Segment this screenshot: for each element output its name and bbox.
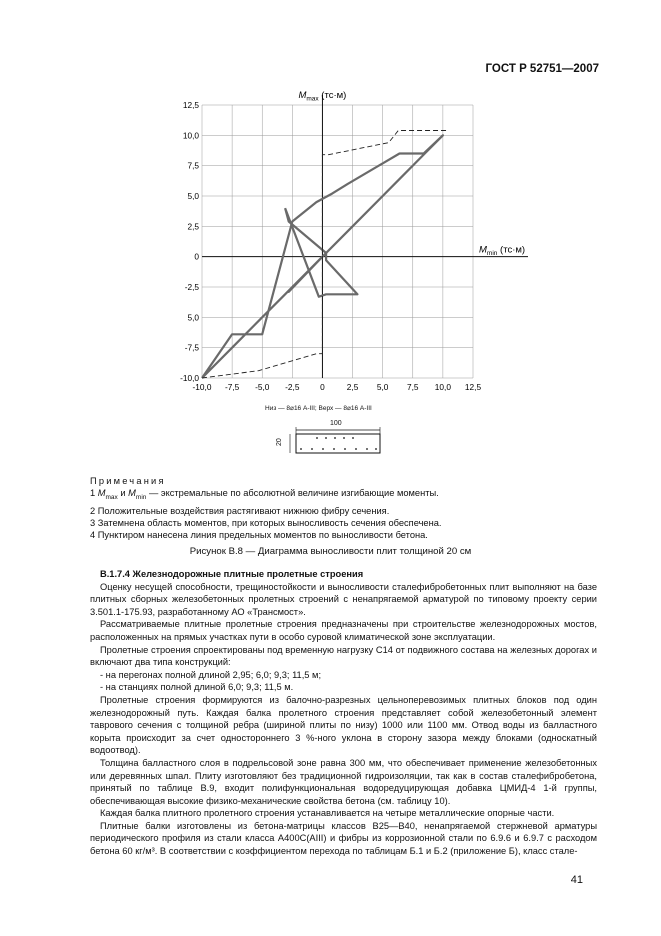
endurance-chart <box>160 85 540 405</box>
paragraph: Толщина балластного слоя в подрельсовой зоне равна 300 мм, что обеспечивает применение железобетонных или деревянных шпал. Плиту изготовляют без традиционной гидроизоляции, так как в состав сталефибробетона, принятый по таблице В.9, входит полифункциональная водоредуцирующая добавка ЦМИД-4 1-й группы, обеспечивающая высокие физико-механические свойства бетона (см. таблицу 10). <box>90 757 597 806</box>
y-axis-label: $M_{max}$ (тс·м) <box>298 90 347 103</box>
note-item: 2 Положительные воздействия растягивают нижнюю фибру сечения. <box>90 505 390 516</box>
x-tick-label: 7,5 <box>407 382 419 392</box>
chart-axes <box>202 95 528 378</box>
section-body <box>90 568 597 858</box>
section-sketch-caption: Низ — 8⌀16 А-III; Верх — 8⌀16 А-III <box>265 405 372 412</box>
x-tick-label: 12,5 <box>464 382 482 392</box>
chart-tick-labels <box>180 100 481 392</box>
section-height-label: 20 <box>276 438 283 446</box>
y-tick-label: 10,0 <box>182 130 199 141</box>
y-tick-label: -10,0 <box>180 373 199 383</box>
chart-series <box>202 131 447 379</box>
paragraph: Оценку несущей способности, трещиностойкости и выносливости сталефибробетонных плит выполняют на базе плитных сборных железобетонных пролетных строений с ненапрягаемой арматурой по типовому проекту серии 3.501.1-175.93, разработанному АО «Трансмост». <box>90 581 597 617</box>
y-tick-label: 5,0 <box>187 191 199 201</box>
section-sketch <box>240 402 460 462</box>
paragraph: Рассматриваемые плитные пролетные строения предназначены при строительстве железнодорожных мостов, расположенных на прямых участках пути в особо суровой климатической зоне эксплуатации. <box>90 619 597 642</box>
x-tick-label: -10,0 <box>192 382 212 392</box>
notes-block <box>90 475 600 542</box>
note-item: 3 Затемнена область моментов, при которых выносливость сечения обеспечена. <box>90 518 442 529</box>
rebar-dots <box>300 437 377 450</box>
x-tick-label: -7,5 <box>224 382 240 392</box>
x-tick-label: 0 <box>320 382 325 392</box>
y-tick-label: 12,5 <box>182 100 199 110</box>
section-width-label: 100 <box>330 420 342 427</box>
paragraph: Плитные балки изготовлены из бетона-матрицы классов В25—В40, ненапрягаемой стержневой арматуры периодического профиля из стали класса А400С(АIII) и фибры из коррозионной стали по 6.9.6 и 6.9.7 с расходом бетона 60 кг/м³. В соответствии с коэффициентом перехода по таблицам Б.1 и Б.2 (приложение Б), класс стале- <box>90 820 597 857</box>
list-item: - на перегонах полной длиной 2,95; 6,0; 9,3; 11,5 м; <box>100 669 322 680</box>
x-axis-label: $M_{min}$ (тс·м) <box>479 244 526 258</box>
y-tick-label: 7,5 <box>187 160 199 171</box>
y-tick-label: 2,5 <box>187 221 199 232</box>
note-item: 1 $M_{max}$ и $M_{min}$ — экстремальные по абсолютной величине изгибающие моменты. <box>90 488 439 502</box>
standard-header: ГОСТ Р 52751—2007 <box>485 63 599 75</box>
x-tick-label: 10,0 <box>434 382 451 392</box>
note-item: 4 Пунктиром нанесена линия предельных моментов по выносливости бетона. <box>90 530 428 541</box>
paragraph: Каждая балка плитного пролетного строения устанавливается на четыре металлические опорные части. <box>100 808 555 819</box>
y-tick-label: 5,0 <box>187 312 199 323</box>
x-tick-label: 5,0 <box>376 382 389 392</box>
y-tick-label: 0 <box>194 251 199 262</box>
paragraph: Пролетные строения формируются из балочно-разрезных цельноперевозимых плитных блоков под один железнодорожный путь. Каждая балка пролетного строения представляет собой железобетонный элемент таврового сечения с толщиной ребра (шириной плиты по низу) 1000 или 1100 мм. Отвод воды из балластного корыта происходит за счет одностороннего 3 %-ного уклона в сторону зазора между блоками (односкатный водоотвод). <box>90 694 597 756</box>
y-tick-label: -7,5 <box>184 342 199 353</box>
x-tick-label: -2,5 <box>285 382 300 392</box>
x-tick-label: 2,5 <box>346 382 359 392</box>
x-tick-label: -5,0 <box>255 382 270 392</box>
paragraph: Пролетные строения спроектированы под временную нагрузку С14 от подвижного состава на железных дорогах и включают два типа конструкций: <box>90 644 597 668</box>
notes-title: Примечания <box>90 476 166 486</box>
page-number: 41 <box>570 874 583 886</box>
slab-cross-section <box>296 434 380 453</box>
section-heading: В.1.7.4 Железнодорожные плитные пролетные строения <box>100 569 364 579</box>
list-item: - на станциях полной длиной 6,0; 9,3; 11,5 м. <box>100 682 294 693</box>
y-tick-label: -2,5 <box>184 282 199 292</box>
figure-caption: Рисунок В.8 — Диаграмма выносливости плит толщиной 20 см <box>189 546 472 557</box>
